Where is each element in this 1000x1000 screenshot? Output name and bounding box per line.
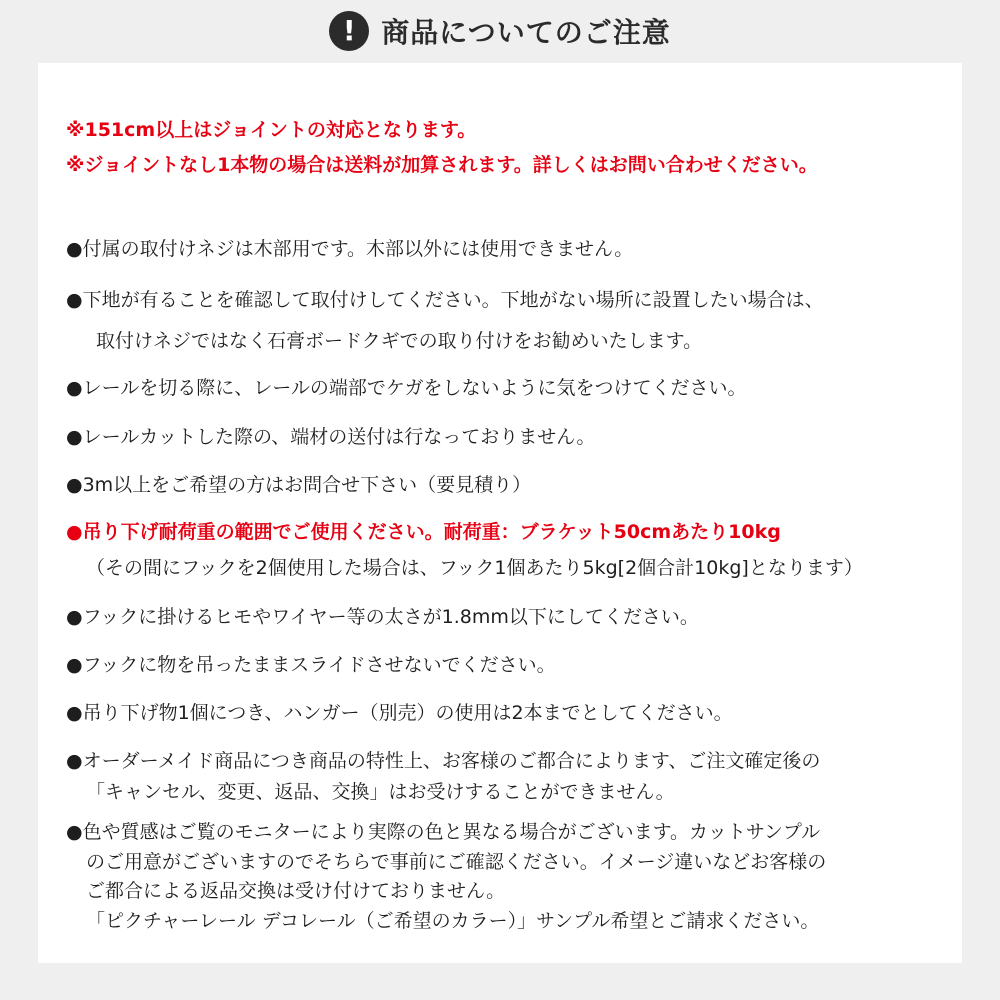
slide-note: ●フックに物を吊ったままスライドさせないでください。 <box>66 654 556 676</box>
exclamation-icon: ! <box>329 11 369 51</box>
cut-note: ●レールを切る際に、レールの端部でケガをしないように気をつけてください。 <box>66 377 747 399</box>
wire-note: ●フックに掛けるヒモやワイヤー等の太さが1.8mm以下にしてください。 <box>66 606 699 628</box>
offcut-note: ●レールカットした際の、端材の送付は行なっておりません。 <box>66 426 596 448</box>
load-note-detail: （その間にフックを2個使用した場合は、フック1個あたり5kg[2個合計10kg]となります） <box>86 557 863 579</box>
screw-note: ●付属の取付けネジは木部用です。木部以外には使用できません。 <box>66 238 634 260</box>
over-3m-note: ●3m以上をご希望の方はお問合せ下さい（要見積り） <box>66 474 532 496</box>
page-title: 商品についてのご注意 <box>381 16 671 49</box>
color-note: ●色や質感はご覧のモニターにより実際の色と異なる場合がございます。カットサンプル <box>66 821 821 843</box>
color-note-cont-3: 「ピクチャーレール デコレール（ご希望のカラー）」サンプル希望とご請求ください。 <box>86 910 820 932</box>
order-note-cont: 「キャンセル、変更、返品、交換」はお受けすることができません。 <box>86 781 675 803</box>
notice-card <box>38 63 962 963</box>
color-note-cont-2: ご都合による返品交換は受け付けておりません。 <box>86 880 506 902</box>
shipping-notice: ※ジョイントなし1本物の場合は送料が加算されます。詳しくはお問い合わせください。 <box>66 154 818 176</box>
order-note: ●オーダーメイド商品につき商品の特性上、お客様のご都合によります、ご注文確定後の <box>66 750 821 772</box>
joint-notice: ※151cm以上はジョイントの対応となります。 <box>66 119 477 141</box>
base-note-cont: 取付けネジではなく石膏ボードクギでの取り付けをお勧めいたします。 <box>96 330 703 352</box>
load-note: ●吊り下げ耐荷重の範囲でご使用ください。耐荷重：ブラケット50cmあたり10kg <box>66 521 781 543</box>
base-note: ●下地が有ることを確認して取付けしてください。下地がない場所に設置したい場合は、 <box>66 289 824 311</box>
page-header <box>0 6 1000 56</box>
hanger-note: ●吊り下げ物1個につき、ハンガー（別売）の使用は2本までとしてください。 <box>66 702 733 724</box>
color-note-cont-1: のご用意がございますのでそちらで事前にご確認ください。イメージ違いなどお客様の <box>86 851 827 873</box>
